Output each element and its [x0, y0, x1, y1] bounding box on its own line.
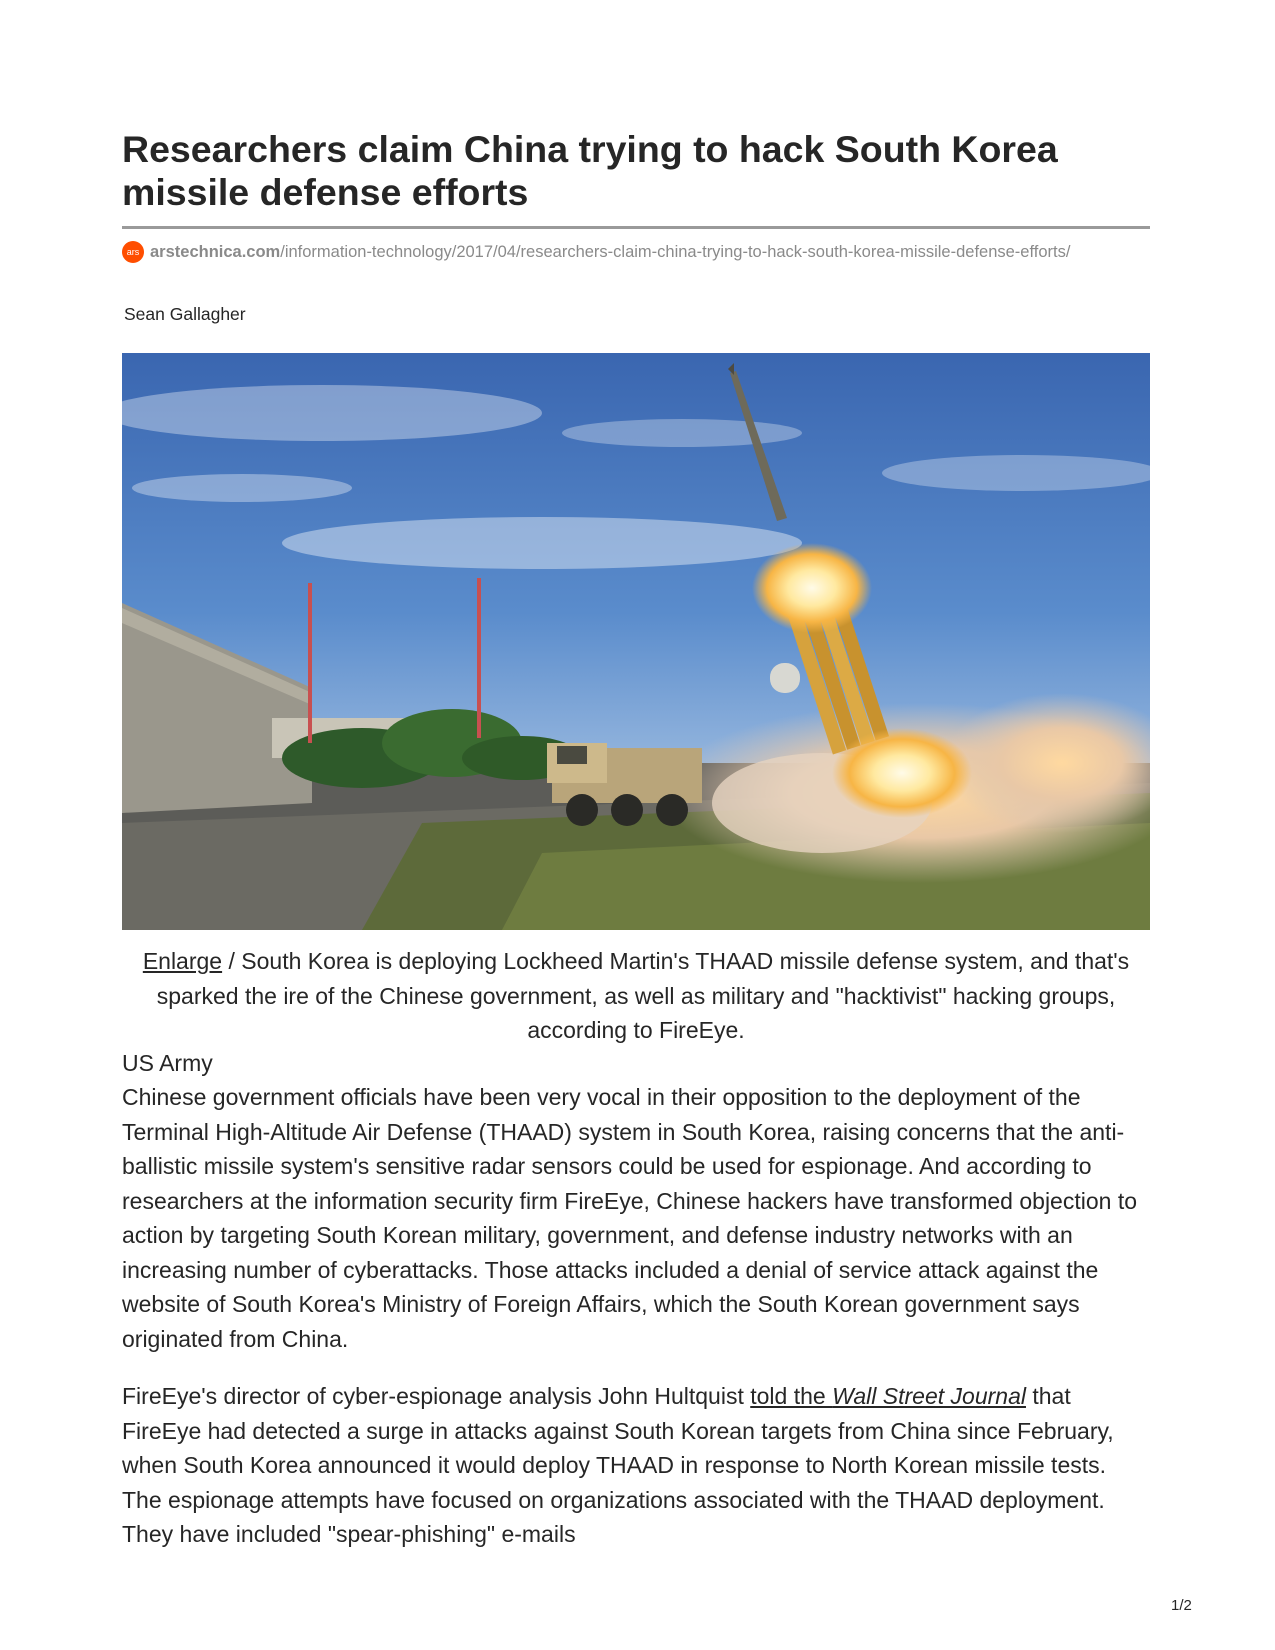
article-paragraph: [122, 1379, 1150, 1552]
image-caption: [122, 944, 1150, 1048]
ars-logo-icon: ars: [122, 241, 144, 263]
article-photo: [122, 353, 1150, 930]
page-number: 1/2: [1171, 1597, 1192, 1614]
author-name: Sean Gallagher: [124, 304, 246, 324]
image-credit: US Army: [122, 1050, 213, 1076]
title-divider: [122, 226, 1150, 229]
caption-text: / South Korea is deploying Lockheed Martin's THAAD missile defense system, and that's sparked the ire of the Chinese government, as well as military and "hacktivist" hacking groups, according to FireEye.: [156, 948, 1130, 1043]
article-title: Researchers claim China trying to hack South Korea missile defense efforts: [122, 128, 1058, 213]
wsj-link[interactable]: told the Wall Street Journal: [750, 1383, 1026, 1409]
source-url[interactable]: [122, 240, 1150, 264]
enlarge-link[interactable]: Enlarge: [142, 948, 223, 974]
paragraph-intro: FireEye's director of cyber-espionage analysis John Hultquist: [122, 1383, 751, 1409]
paragraph-rest: that FireEye had detected a surge in attacks against South Korean targets from China since February, when South Korea announced it would deploy THAAD in response to North Korean missile tests. The espionage attempts have focused on organizations associated with the THAAD deployment. They have included "spear-phishing" e-mails: [122, 1383, 1114, 1547]
source-path: /information-technology/2017/04/researchers-claim-china-trying-to-hack-south-korea-missile-defense-efforts/: [280, 243, 1071, 261]
article-paragraph: Chinese government officials have been very vocal in their opposition to the deployment of the Terminal High-Altitude Air Defense (THAAD) system in South Korea, raising concerns that the anti-ballistic missile system's sensitive radar sensors could be used for espionage. And according to researchers at the information security firm FireEye, Chinese hackers have transformed objection to action by targeting South Korean military, government, and defense industry networks with an increasing number of cyberattacks. Those attacks included a denial of service attack against the website of South Korea's Ministry of Foreign Affairs, which the South Korean government says originated from China.: [122, 1084, 1137, 1352]
source-domain: arstechnica.com: [150, 243, 281, 261]
